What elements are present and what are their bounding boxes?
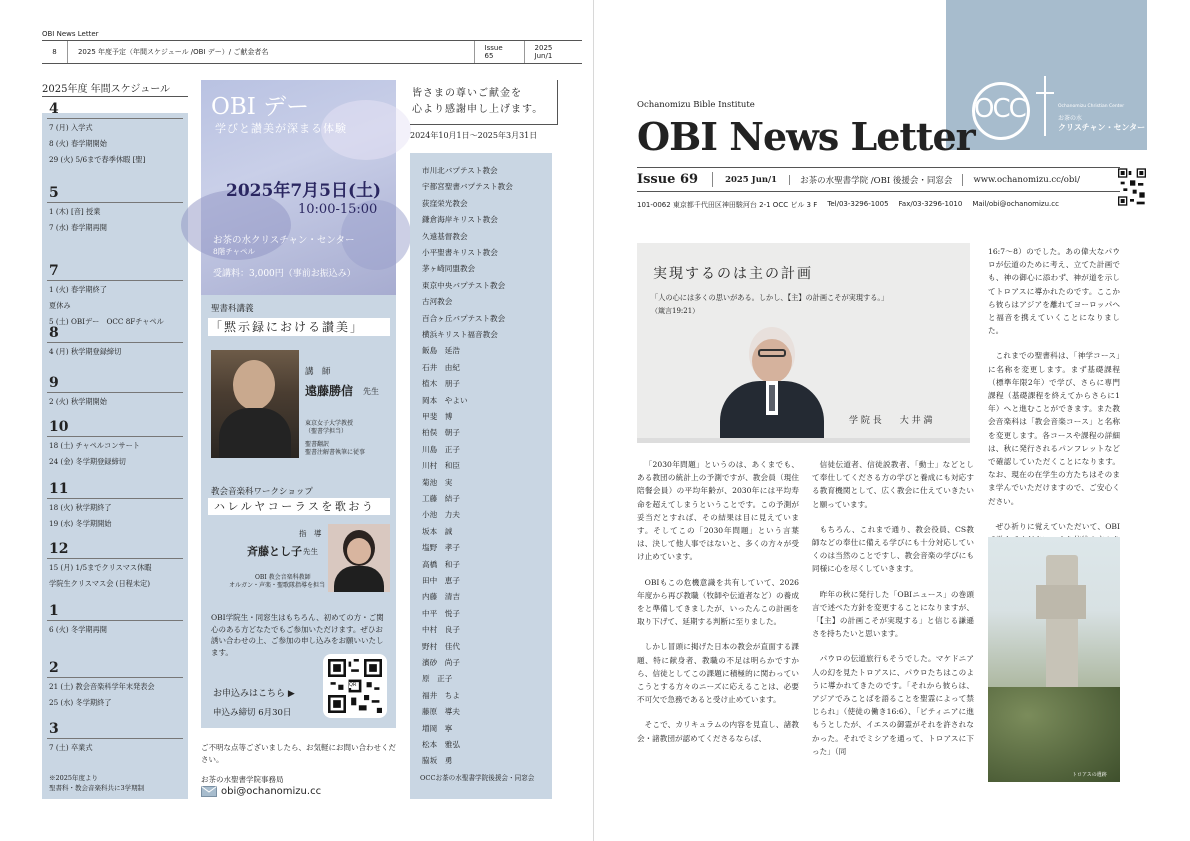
- schedule-month-11: 11: [49, 481, 69, 497]
- play-arrow-icon: ▶: [285, 689, 295, 699]
- workshop-title: ハレルヤコーラスを歌おう: [208, 498, 390, 515]
- schedule-month-rule: [47, 118, 183, 119]
- schedule-item: 15 (月) 1/5までクリスマス休暇: [49, 563, 152, 572]
- obi-day-time: 10:00-15:00: [298, 202, 378, 217]
- author-photo: [712, 323, 832, 443]
- office-name: お茶の水聖書学院事務局: [201, 775, 284, 784]
- donor-name: 脇坂 勇: [422, 756, 453, 766]
- article-paragraph: 「2030年問題」というのは、あくまでも、ある教団の統計上の予測ですが、教会員（現住陪餐会員）の平均年齢が、2030年には平均寿命を超えてしまうということです。この予測が妥当だとすれば、その結果は目に見えています。そしてこの「2030年問題」という言葉は、決して他人事ではないと、多くの方々が受け止めています。: [637, 460, 799, 562]
- obi-invite-text: OBI学院生・同窓生はもちろん、初めての方・ご関心のある方どなたでもご参加いただけます。ぜひお誘い合わせの上、ご参加の申し込みをお願いいたします。: [211, 613, 384, 657]
- schedule-month-4: 4: [49, 101, 59, 117]
- mail-address[interactable]: Mail/obi@ochanomizu.cc: [972, 200, 1059, 208]
- donors-header: [410, 80, 558, 125]
- schedule-item: 21 (土) 教会音楽科学年末発表会: [49, 682, 155, 691]
- lecturer-honorific: 先生: [363, 387, 379, 396]
- apply-deadline: 申込み締切 6月30日: [213, 708, 292, 718]
- schedule-month-rule: [47, 498, 183, 499]
- newsletter-small-label: OBI News Letter: [42, 30, 99, 38]
- donor-name: 川村 和臣: [422, 461, 460, 471]
- lecturer-role: 講 師: [305, 367, 331, 377]
- donor-name: 野村 佳代: [422, 641, 460, 651]
- article-quote: 「人の心には多くの思いがある。しかし、【主】の計画こそが実現する。」: [651, 293, 889, 302]
- donors-range: 2024年10月1日～2025年3月31日: [410, 131, 538, 140]
- obi-day-title: OBI デー: [211, 94, 310, 120]
- donors-head-line2: 心より感謝申し上げます。: [412, 104, 544, 115]
- right-date: 2025 Jun/1: [713, 175, 790, 185]
- schedule-item: 7 (水) 春学期再開: [49, 223, 107, 232]
- left-header-bar: [42, 40, 582, 64]
- schedule-item: 24 (金) 冬学期登録締切: [49, 457, 126, 466]
- donor-name: 藤原 導夫: [422, 707, 460, 717]
- occ-logo-text: OCC: [974, 94, 1025, 124]
- donor-name: 荻窪栄光教会: [422, 198, 468, 208]
- schedule-item: 18 (土) チャペルコンサート: [49, 441, 140, 450]
- donor-name: 横浜キリスト福音教会: [422, 330, 498, 339]
- occ-logo-box: [946, 0, 1147, 150]
- schedule-month-1: 1: [49, 603, 59, 619]
- donors-head-line1: 皆さまの尊いご献金を: [412, 88, 522, 99]
- donor-name: 甲斐 博: [422, 412, 453, 421]
- page-number: 8: [42, 41, 68, 63]
- header-qr-code[interactable]: [1118, 168, 1146, 210]
- schedule-item: 夏休み: [49, 301, 71, 310]
- donor-name: OCCお茶の水聖書学院後援会・同窓会: [420, 773, 535, 782]
- donor-name: 小平聖書キリスト教会: [422, 248, 498, 257]
- left-date: 2025 Jun/1: [534, 44, 553, 60]
- donor-name: 久遠基督教会: [422, 231, 468, 241]
- donor-name: 石井 由紀: [422, 362, 460, 372]
- fax: Fax/03-3296-1010: [898, 200, 963, 208]
- donor-name: 増岡 寧: [422, 723, 453, 733]
- apply-label[interactable]: お申込みはこちら ▶: [213, 689, 295, 699]
- obi-day-banner: [201, 80, 396, 295]
- donor-name: 柏俣 朝子: [422, 428, 460, 438]
- article-column-1: [637, 458, 799, 757]
- cross-icon: [1036, 92, 1054, 94]
- schedule-month-12: 12: [49, 541, 69, 557]
- schedule-item: 学院生クリスマス会 (日程未定): [49, 579, 151, 588]
- schedule-item: 6 (火) 冬学期再開: [49, 625, 107, 634]
- obi-day-subtitle: 学びと讃美が深まる体験: [215, 122, 347, 135]
- desk-edge: [637, 438, 970, 443]
- leader-bio-1: OBI 教会音楽科教師: [255, 574, 311, 581]
- schedule-item: 1 (木) [音] 授業: [49, 207, 101, 216]
- occ-sub-jp1: お茶の水: [1058, 115, 1083, 122]
- schedule-box: [42, 101, 188, 799]
- schedule-item: 5 (土) OBIデー OCC 8Fチャペル: [49, 317, 164, 326]
- leader-photo: [328, 524, 390, 592]
- institute-name: Ochanomizu Bible Institute: [637, 100, 755, 110]
- article-hero: [637, 243, 970, 443]
- schedule-month-3: 3: [49, 721, 59, 737]
- schedule-title-underline: [42, 96, 188, 97]
- schedule-month-10: 10: [49, 419, 69, 435]
- contact-email[interactable]: [201, 786, 321, 797]
- donor-name: 高橋 和子: [422, 559, 460, 569]
- article-paragraph: これまでの聖書科は、「神学コース」に名称を変更します。まず基礎課程（標準年限2年）で学び、さらに専門課程（基礎課程を終えてからさらに1年）へと進むことができます。また教会音楽科は「教会音楽コース」と名称を変更します。各コースや課程の詳細は、秋に発行されるパンフレットなどで確認していただくことになります。なお、現在の在学生の方たちはそのまま学んでいただけますので、ご安心ください。: [988, 351, 1120, 506]
- donors-list: [410, 153, 552, 799]
- schedule-month-5: 5: [49, 185, 59, 201]
- donor-name: 原 正子: [422, 674, 453, 684]
- article-paragraph: そこで、カリキュラムの内容を見直し、諸教会・諸教団が認めてくださるならば、: [637, 720, 799, 743]
- schedule-month-rule: [47, 202, 183, 203]
- lecturer-bio-4: 聖書注解書執筆に従事: [305, 449, 366, 456]
- lecturer-bio-3: 聖書翻訳: [305, 441, 330, 448]
- donor-name: 内藤 清吉: [422, 592, 460, 602]
- article-paragraph: 16:7～8）のでした。あの偉大なパウロが伝道のために考え、立てた計画でも、神の御心に添わず、神が道を示してトロアスに導かれたのです。ここから彼らはアジアを離れてヨーロッパへと福音を携えていくことになりました。: [988, 247, 1120, 336]
- right-url[interactable]: www.ochanomizu.cc/obi/: [973, 174, 1080, 185]
- donor-name: 中村 良子: [422, 625, 460, 635]
- newsletter-title: OBI News Letter: [637, 114, 975, 159]
- obi-day-date: 2025年7月5日(土): [226, 181, 382, 201]
- schedule-month-rule: [47, 620, 183, 621]
- schedule-month-rule: [47, 342, 183, 343]
- obi-day-venue: お茶の水クリスチャン・センター: [213, 235, 355, 246]
- leader-bio-2: オルガン・声楽・聖歌隊指導を担当: [229, 582, 326, 589]
- apply-qr-code[interactable]: [323, 654, 387, 718]
- donor-name: 鎌倉海岸キリスト教会: [422, 215, 498, 225]
- contact-email-text: obi@ochanomizu.cc: [221, 786, 322, 797]
- donor-name: 坂本 誠: [422, 526, 453, 536]
- schedule-item: 2 (火) 秋学期開始: [49, 397, 107, 406]
- article-column-2: [812, 458, 974, 770]
- obi-day-box: [201, 80, 396, 728]
- donor-name: 小池 力夫: [422, 510, 460, 520]
- schedule-note: 聖書科・教会音楽科共に3学期制: [49, 784, 145, 792]
- address: 101-0062 東京都千代田区神田駿河台 2-1 OCC ビル 3 F: [637, 201, 818, 209]
- article-author: 学 院 長 大 井 満: [849, 416, 933, 426]
- schedule-month-9: 9: [49, 375, 59, 391]
- qr-icon: [1118, 168, 1146, 206]
- photo-caption: トロアスの遺跡: [1072, 772, 1107, 778]
- lecturer-bio-2: （聖書学担当）: [305, 428, 348, 435]
- workshop-label: 教会音楽科ワークショップ: [211, 487, 313, 497]
- obi-day-venue-floor: 8階チャペル: [213, 247, 256, 256]
- mail-icon: [201, 786, 217, 797]
- article-paragraph: もちろん、これまで通り、教会役員、CS教師などの奉仕に備える学びにも十分対応していくのは当然のことですし、教会音楽の学びにも同様に心を尽くしていきます。: [812, 524, 974, 574]
- donor-name: 福井 ちよ: [422, 690, 460, 700]
- schedule-item: 4 (月) 秋学期登録締切: [49, 347, 122, 356]
- donor-name: 濱砂 尚子: [422, 658, 460, 667]
- address-line: [637, 200, 1059, 210]
- article-paragraph: しかし冒頭に掲げた日本の教会が直面する課題、特に献身者、教職の不足は明らかですから、信徒としてこの課題に積極的に関わっていこうとする方々のニーズに応えることは、必要不可欠で急務であると受け止めています。: [637, 642, 799, 705]
- right-issue-bar: [637, 167, 1120, 192]
- lecturer-bio-1: 東京女子大学教授: [305, 420, 354, 427]
- right-org: お茶の水聖書学院 /OBI 後援会・同窓会: [790, 174, 963, 186]
- schedule-month-rule: [47, 436, 183, 437]
- donor-name: 中平 悦子: [422, 608, 460, 618]
- occ-sub-jp2: クリスチャン・センター: [1058, 123, 1146, 132]
- right-issue: Issue 69: [637, 172, 713, 187]
- schedule-month-rule: [47, 392, 183, 393]
- schedule-month-8: 8: [49, 325, 59, 341]
- schedule-item: 8 (火) 春学期開始: [49, 139, 107, 148]
- left-issue: Issue 65: [475, 41, 525, 63]
- donor-name: 川島 正子: [422, 444, 460, 454]
- schedule-month-rule: [47, 677, 183, 678]
- donor-name: 塩野 孝子: [422, 543, 460, 553]
- schedule-month-2: 2: [49, 660, 59, 676]
- schedule-item: 1 (火) 春学期終了: [49, 285, 107, 294]
- section-title: 2025 年度予定（年間スケジュール /OBI デー）/ ご献金者名: [68, 41, 475, 63]
- obi-day-fee: 受講料：3,000円（事前お振込み）: [213, 269, 356, 279]
- donor-name: 松本 雅弘: [422, 740, 460, 749]
- article-column-3: [988, 245, 1120, 571]
- schedule-note: ※2025年度より: [49, 774, 99, 782]
- article-paragraph: 信徒伝道者、信徒説教者、「動士」などとして奉仕してくださる方の学びと養成にも対応する教育機関として、広く教会に仕えていきたいと願っています。: [812, 460, 974, 509]
- donor-name: 東京中央バプテスト教会: [422, 280, 506, 290]
- tel: Tel/03-3296-1005: [827, 200, 889, 208]
- schedule-item: 29 (火) 5/6まで春季休暇 [聖]: [49, 155, 146, 164]
- qr-center-label: QR: [349, 682, 357, 688]
- article-headline: 実現するのは主の計画: [653, 266, 813, 282]
- lecture-title: 「黙示録における讃美」: [208, 318, 390, 336]
- schedule-month-rule: [47, 558, 183, 559]
- cross-icon-vertical: [1044, 76, 1046, 136]
- occ-sub-en: Ochanomizu Christian Center: [1058, 104, 1125, 109]
- lecturer-photo: [211, 350, 299, 458]
- schedule-title: 2025年度 年間スケジュール: [42, 84, 171, 95]
- donor-name: 菊池 実: [422, 477, 453, 487]
- donor-name: 工藤 結子: [422, 494, 460, 503]
- donor-name: 植木 朋子: [422, 379, 460, 389]
- leader-name: 斉藤とし子: [247, 545, 302, 558]
- donor-name: 飯島 延浩: [422, 346, 460, 356]
- schedule-item: 7 (月) 入学式: [49, 123, 93, 132]
- schedule-month-rule: [47, 738, 183, 739]
- schedule-item: 19 (水) 冬学期開始: [49, 519, 112, 528]
- schedule-item: 18 (火) 秋学期終了: [49, 503, 112, 512]
- article-quote-ref: （箴言19:21）: [651, 307, 700, 315]
- lecture-label: 聖書科講義: [211, 304, 254, 314]
- article-paragraph: 昨年の秋に発行した「OBIニュース」の巻頭言で述べた方針を変更することになりますが、「【主】の計画こそが実現する」と信じる謙遜さを持ちたいと思います。: [812, 589, 974, 639]
- donor-name: 古河教会: [422, 297, 453, 307]
- article-paragraph: OBIもこの危機意識を共有していて、2026年度から再び教職（牧師や伝道者など）の養成をと準備してきましたが、いったんこの計画を取り下げて、延期する判断に至りました。: [637, 577, 799, 627]
- lecturer-name: 遠藤勝信: [305, 384, 354, 398]
- donor-name: 茅ヶ崎同盟教会: [422, 264, 476, 274]
- schedule-month-rule: [47, 280, 183, 281]
- donor-name: 宇都宮聖書バプテスト教会: [422, 182, 513, 192]
- donor-name: 岡本 やよい: [422, 395, 468, 405]
- schedule-month-7: 7: [49, 263, 59, 279]
- donor-name: 田中 恵子: [422, 576, 460, 585]
- contact-text: ご不明な点等ございましたら、お気軽にお問い合わせください。: [201, 743, 396, 764]
- schedule-item: 7 (土) 卒業式: [49, 743, 93, 752]
- article-paragraph: ぜひ祈りに覚えていただいて、OBI: [995, 521, 1120, 531]
- article-paragraph: パウロの伝道旅行もそうでした。マケドニア人の幻を見たトロアスに、パウロたちはこのように導かれてきたのです。「それから彼らは、アジアでみことばを語ることを聖霊によって禁じられ」（使徒の働き16:6）、「ビティニアに進もうとしたが、イエスの御霊がそれを許されなかった。それでミシアを通って、トロアスに下った」（同: [812, 654, 974, 756]
- leader-honorific: 先生: [303, 547, 318, 556]
- donor-name: 百合ヶ丘バプテスト教会: [422, 313, 506, 323]
- troas-ruins-photo: [988, 537, 1120, 782]
- page-divider: [593, 0, 594, 841]
- donor-name: 市川北バプテスト教会: [422, 166, 498, 175]
- schedule-item: 25 (水) 冬学期終了: [49, 698, 112, 707]
- leader-role: 指 導: [299, 529, 322, 538]
